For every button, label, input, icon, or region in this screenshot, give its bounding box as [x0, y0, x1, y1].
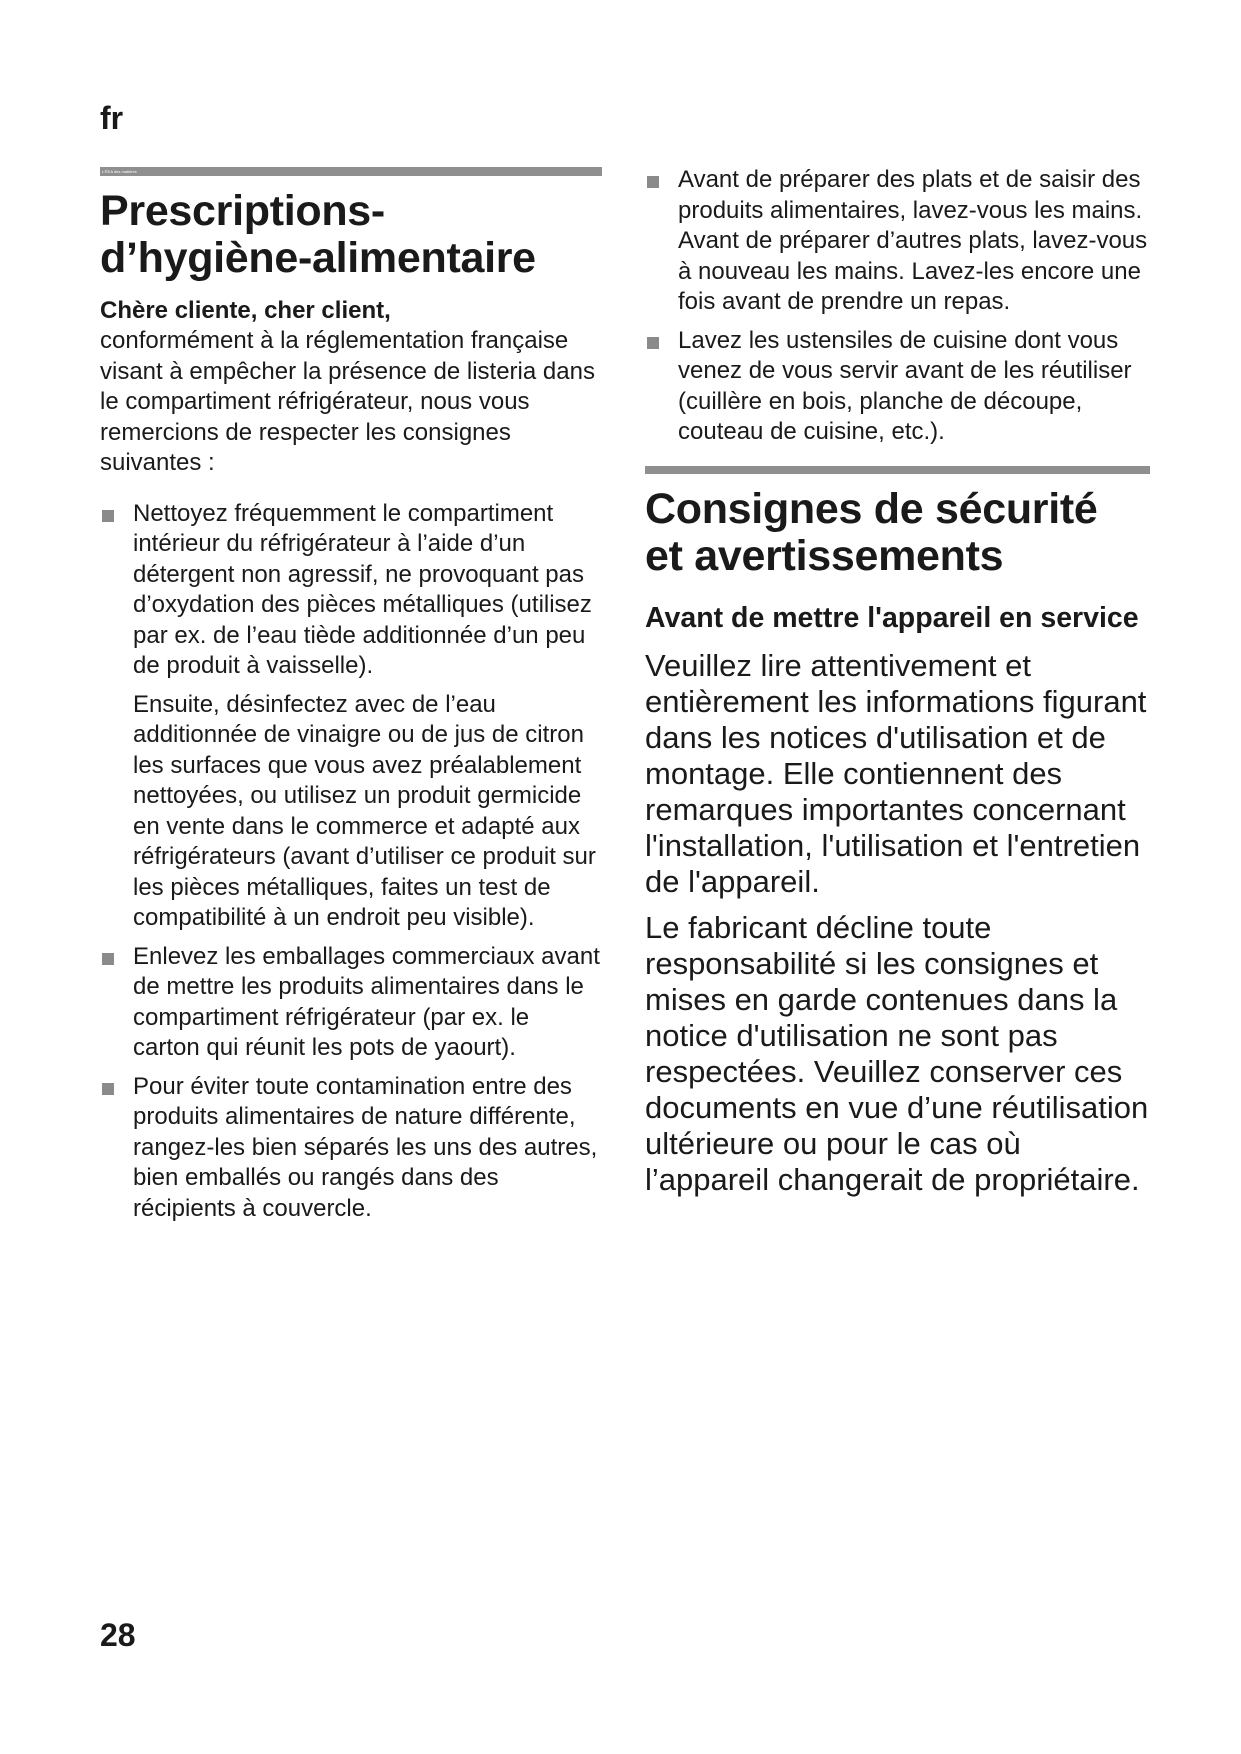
list-item-text: Avant de préparer des plats et de saisir des produits alimentaires, lavez-vous les mains. Avant de préparer d’autres plats, lavez-vous à nouveau les mains. Lavez-les encore une fois avant de prendre un repas. [678, 166, 1148, 315]
hygiene-title-line1: Prescriptions- [100, 187, 385, 235]
safety-paragraph-1: Veuillez lire attentivement et entièrement les informations figurant dans les notices d'utilisation et de montage. Elle contiennent des remarques importantes concernant l'installation, l'utilisation et l'entretien de l'appareil. [645, 647, 1147, 899]
safety-title-line1: Consignes de sécurité [645, 484, 1098, 533]
language-code: fr [100, 100, 124, 136]
rule-label: L'ÉEA des matières [102, 169, 137, 174]
left-column [100, 167, 602, 1232]
list-item [100, 1072, 602, 1225]
page-number: 28 [100, 1617, 136, 1653]
section-rule [645, 466, 1150, 474]
safety-paragraph-2: Le fabricant décline toute responsabilité si les consignes et mises en garde contenues dans la notice d'utilisation ne sont pas respectées. Veuillez conserver ces documents en vue d’une réutilisation ultérieure ou pour le cas où l’appareil changerait de propriétaire. [645, 909, 1149, 1197]
list-item-text: Nettoyez fréquemment le compartiment intérieur du réfrigérateur à l’aide d’un détergent non agressif, ne provoquant pas d’oxydation des pièces métalliques (utilisez par ex. de l’eau tiède additionnée d’un peu de produit à vaisselle). [133, 499, 592, 679]
salutation: Chère cliente, cher client, [100, 297, 391, 324]
safety-title-line2: et avertissements [645, 531, 1004, 580]
hygiene-title-line2: d’hygiène-alimentaire [100, 234, 536, 282]
hygiene-list-continued [645, 165, 1150, 448]
list-item-extra: Ensuite, désinfectez avec de l’eau additionnée de vinaigre ou de jus de citron les surfaces que vous avez préalablement nettoyées, ou utilisez un produit germicide en vente dans le commerce et adapté aux réfrigérateurs (avant d’utiliser ce produit sur les pièces métalliques, faites un test de compatibilité à un endroit peu visible). [133, 690, 596, 931]
safety-title [645, 486, 1150, 580]
hygiene-title [100, 188, 602, 282]
list-item-text: Lavez les ustensiles de cuisine dont vous venez de vous servir avant de les réutiliser (cuillère en bois, planche de découpe, couteau de cuisine, etc.). [678, 326, 1132, 445]
list-item [100, 499, 602, 934]
intro-paragraph: conformément à la réglementation française visant à empêcher la présence de listeria dans le compartiment réfrigérateur, nous vous remercions de respecter les consignes suivantes : [100, 327, 595, 476]
section-rule [100, 167, 602, 176]
list-item [645, 326, 1150, 448]
list-item-text: Pour éviter toute contamination entre des produits alimentaires de nature différente, rangez-les bien séparés les uns des autres, bien emballés ou rangés dans des récipients à couvercle. [133, 1072, 598, 1222]
hygiene-list [100, 499, 602, 1225]
safety-subtitle: Avant de mettre l'appareil en service [645, 601, 1139, 634]
right-column [645, 165, 1150, 1208]
list-item [645, 165, 1150, 318]
list-item-text: Enlevez les emballages commerciaux avant de mettre les produits alimentaires dans le compartiment réfrigérateur (par ex. le carton qui réunit les pots de yaourt). [133, 942, 600, 1061]
list-item [100, 942, 602, 1064]
